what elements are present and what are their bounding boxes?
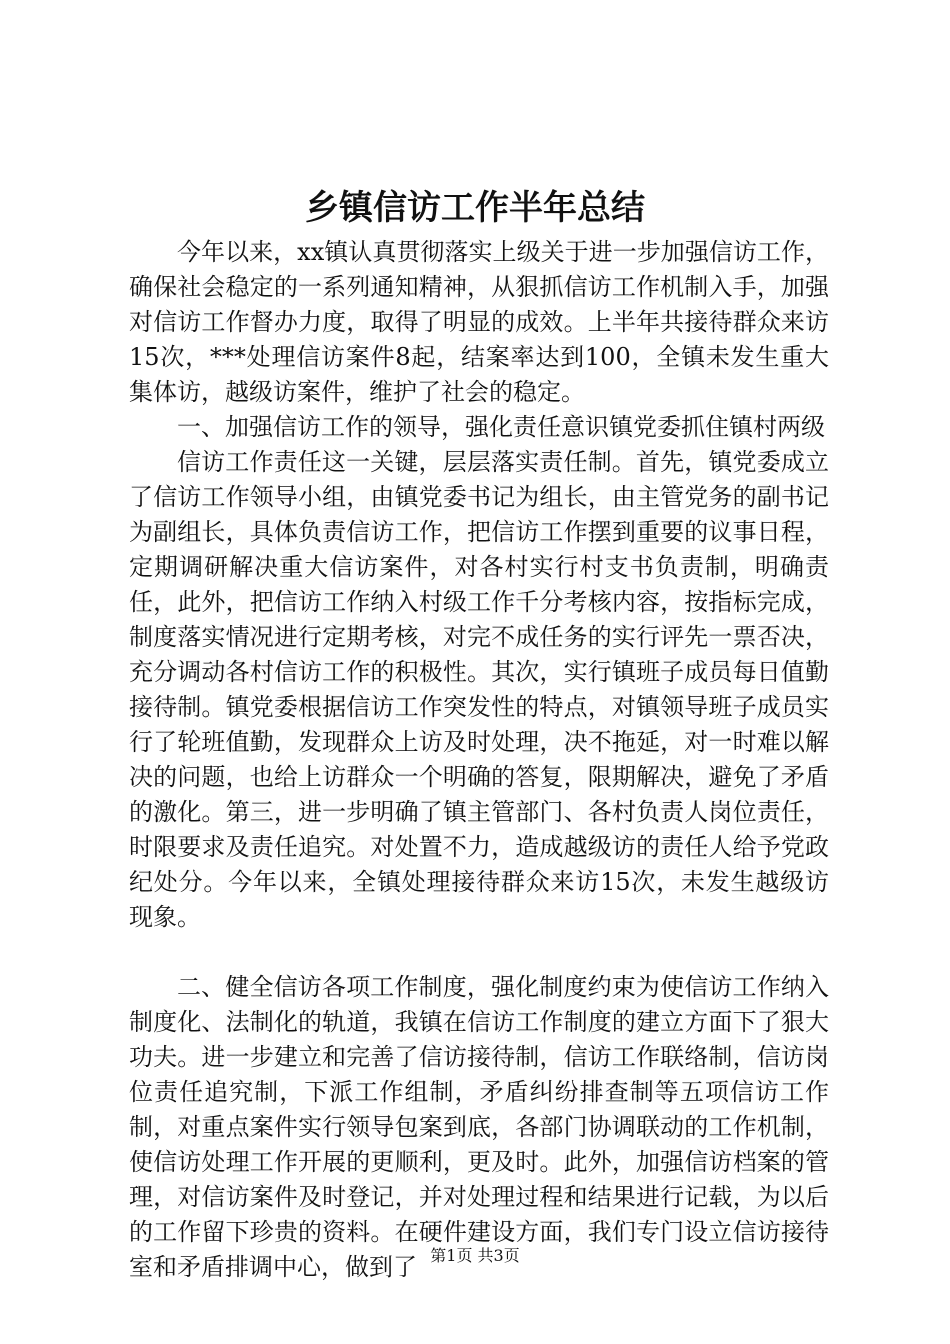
- document-title: 乡镇信访工作半年总结: [305, 188, 645, 228]
- paragraph-section-1-heading: 一、加强信访工作的领导，强化责任意识镇党委抓住镇村两级: [177, 413, 825, 441]
- document-body: [129, 235, 829, 1285]
- paragraph-section-1-body: 信访工作责任这一关键，层层落实责任制。首先，镇党委成立了信访工作领导小组，由镇党委书记为组长，由主管党务的副书记为副组长，具体负责信访工作，把信访工作摆到重要的议事日程，定期调研解决重大信访案件，对各村实行村支书负责制，明确责任，此外，把信访工作纳入村级工作千分考核内容，按指标完成，制度落实情况进行定期考核，对完不成任务的实行评先一票否决，充分调动各村信访工作的积极性。其次，实行镇班子成员每日值勤接待制。镇党委根据信访工作突发性的特点，对镇领导班子成员实行了轮班值勤，发现群众上访及时处理，决不拖延，对一时难以解决的问题，也给上访群众一个明确的答复，限期解决，避免了矛盾的激化。第三，进一步明确了镇主管部门、各村负责人岗位责任，时限要求及责任追究。对处置不力，造成越级访的责任人给予党政纪处分。今年以来，全镇处理接待群众来访15次，未发生越级访现象。: [129, 448, 829, 931]
- paragraph-spacer: [129, 935, 829, 970]
- page-number-footer: 第1页 共3页: [430, 1246, 520, 1265]
- paragraph-section-2: 二、健全信访各项工作制度，强化制度约束为使信访工作纳入制度化、法制化的轨道，我镇在信访工作制度的建立方面下了狠大功夫。进一步建立和完善了信访接待制，信访工作联络制，信访岗位责任追究制，下派工作组制，矛盾纠纷排查制等五项信访工作制，对重点案件实行领导包案到底，各部门协调联动的工作机制，使信访处理工作开展的更顺利，更及时。此外，加强信访档案的管理，对信访案件及时登记，并对处理过程和结果进行记载，为以后的工作留下珍贵的资料。在硬件建设方面，我们专门设立信访接待室和矛盾排调中心，做到了: [129, 973, 829, 1281]
- paragraph-intro: 今年以来，xx镇认真贯彻落实上级关于进一步加强信访工作，确保社会稳定的一系列通知精神，从狠抓信访工作机制入手，加强对信访工作督办力度，取得了明显的成效。上半年共接待群众来访15次，***处理信访案件8起，结案率达到100，全镇未发生重大集体访，越级访案件，维护了社会的稳定。: [129, 238, 829, 406]
